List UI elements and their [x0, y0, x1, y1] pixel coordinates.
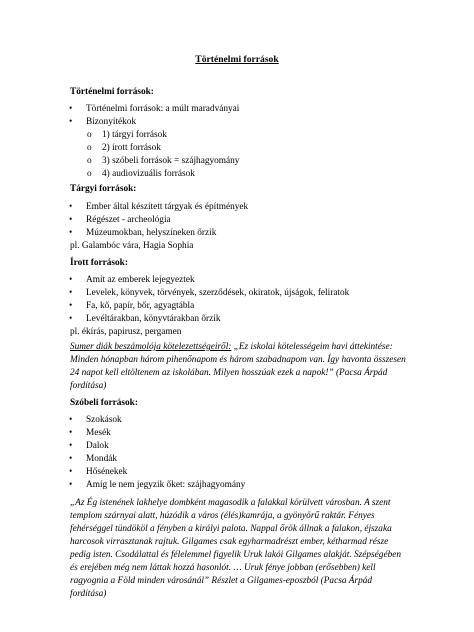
list-item: • Dalok — [69, 441, 109, 451]
quote-line: ragyognia a Föld minden városánál” Részlet a Gilgames-eposzból (Pacsa Árpád — [70, 576, 373, 586]
bullet-icon: • — [69, 441, 73, 451]
quote-line: fordítása) — [70, 589, 107, 599]
list-item: • Mondák — [69, 454, 117, 464]
list-item: • Amíg le nem jegyzik őket: szájhagyomány — [69, 480, 246, 490]
circle-bullet-icon: o — [87, 156, 92, 166]
bullet-icon: • — [69, 467, 73, 477]
list-item: • Ember által készített tárgyak és építmények — [69, 202, 249, 212]
list-item: • Történelmi források: a múlt maradványai — [69, 104, 240, 114]
bullet-icon: • — [69, 202, 73, 212]
quote-line: „Az Ég istenének lakhelye dombként magasodik a falakkal körülvett városban. A szent — [70, 498, 391, 508]
bullet-icon: • — [69, 454, 73, 464]
circle-bullet-icon: o — [87, 130, 92, 140]
document-title: Történelmi források — [195, 54, 279, 65]
section-heading-szobeli: Szóbeli források: — [70, 398, 138, 408]
quote-line: Sumer diák beszámolója kötelezettségeiről: „Ez iskolai kötelességeim havi áttekintése: — [70, 342, 393, 352]
quote-line: pedig isten. Csodálattal és félelemmel figyelik Uruk lakói Gilgames alakját. Szépségében — [70, 550, 402, 560]
bullet-icon: • — [69, 314, 73, 324]
quote-label: Sumer diák beszámolója kötelezettségeiről: — [70, 342, 232, 352]
bullet-icon: • — [69, 275, 73, 285]
circle-bullet-icon: o — [87, 169, 92, 179]
quote-line: harcosok virrasztanak rajtuk. Gilgames csak egyharmadrészt ember, kétharmad része — [70, 537, 389, 547]
quote-line: templom szárnyai alatt, húzódik a város (élés)kamrája, a gyönyörű raktár. Fényes — [70, 511, 375, 521]
list-item: • Régészet - archeológia — [69, 215, 171, 225]
bullet-icon: • — [69, 104, 73, 114]
bullet-icon: • — [69, 215, 73, 225]
circle-bullet-icon: o — [87, 143, 92, 153]
sub-list-item: o 4) audiovizuális források — [87, 169, 195, 179]
quote-line: fehérséggel tündököl a fényben a királyi palota. Nappal őrök állnak a falakon, éjszaka — [70, 524, 392, 534]
quote-line: Minden hónapban három pihenőnapom és három szabadnapom van. Így havonta összesen — [70, 355, 406, 365]
list-item: • Mesék — [69, 428, 111, 438]
list-item: • Amit az emberek lejegyeztek — [69, 275, 195, 285]
example-text: pl. Galambóc vára, Hagia Sophia — [70, 241, 194, 251]
list-item: • Múzeumokban, helyszíneken őrzik — [69, 228, 217, 238]
bullet-icon: • — [69, 228, 73, 238]
list-item: • Hősénekek — [69, 467, 128, 477]
quote-line: 24 napot kell eltöltenem az iskolában. Milyen hosszúak ezek a napok!” (Pacsa Árpád — [70, 368, 388, 378]
sub-list-item: o 3) szóbeli források = szájhagyomány — [87, 156, 240, 166]
quote-line: fordítása) — [70, 381, 107, 391]
list-item: • Bizonyítékok — [69, 117, 137, 127]
sub-list-item: o 1) tárgyi források — [87, 130, 167, 140]
section-heading-targyi: Tárgyi források: — [70, 184, 137, 194]
quote-line: és erejében még nem láttak hozzá hasonlót. … Uruk fénye jobban (erősebben) kell — [70, 563, 376, 573]
section-heading-tortenelmi: Történelmi források: — [70, 87, 154, 97]
list-item: • Levéltárakban, könyvtárakban őrzik — [69, 314, 221, 324]
bullet-icon: • — [69, 117, 73, 127]
bullet-icon: • — [69, 301, 73, 311]
bullet-icon: • — [69, 480, 73, 490]
sub-list-item: o 2) írott források — [87, 143, 161, 153]
section-heading-irott: Írott források: — [70, 258, 128, 268]
bullet-icon: • — [69, 415, 73, 425]
example-text: pl. ékírás, papirusz, pergamen — [70, 327, 182, 337]
bullet-icon: • — [69, 428, 73, 438]
list-item: • Levelek, könyvek, törvények, szerződések, okiratok, újságok, feliratok — [69, 288, 350, 298]
list-item: • Fa, kő, papír, bőr, agyagtábla — [69, 301, 195, 311]
bullet-icon: • — [69, 288, 73, 298]
list-item: • Szokások — [69, 415, 122, 425]
